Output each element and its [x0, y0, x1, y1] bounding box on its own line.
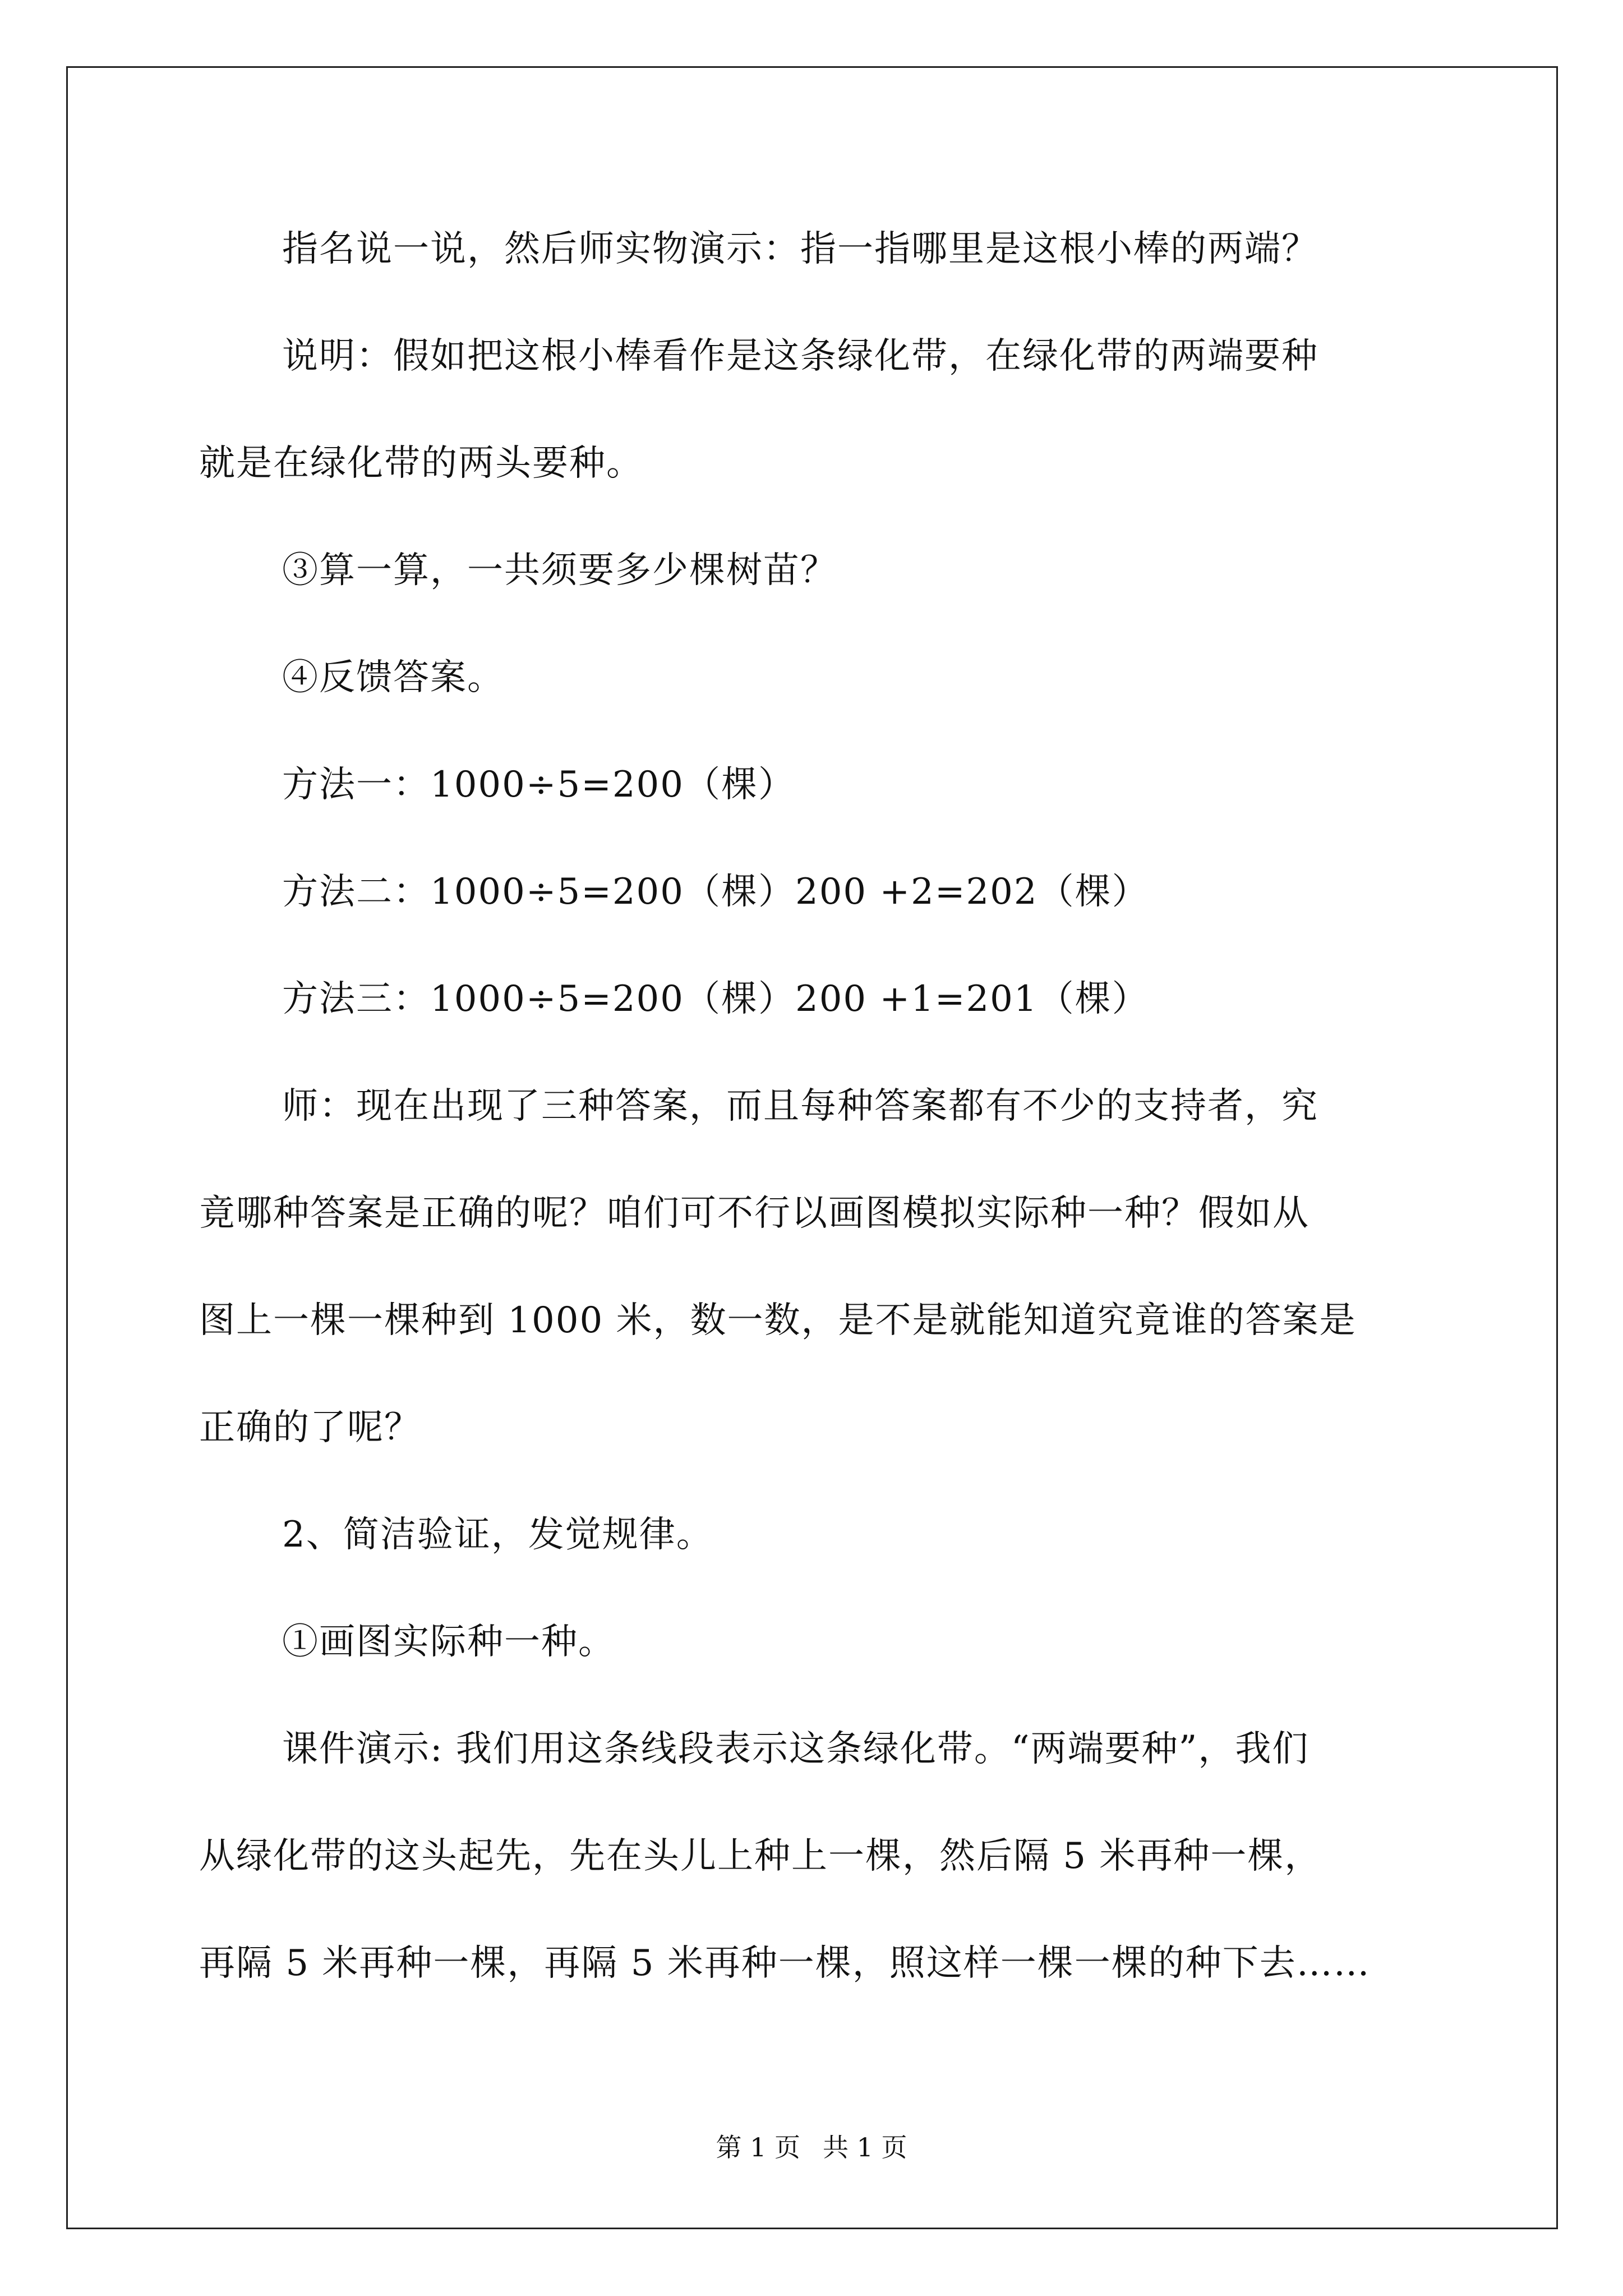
paragraph-line: 从绿化带的这头起先，先在头儿上种上一棵，然后隔 5 米再种一棵， [199, 1835, 1322, 1877]
page-number: 第 1 页 [716, 2132, 800, 2162]
paragraph-line: 再隔 5 米再种一棵，再隔 5 米再种一棵，照这样一棵一棵的种下去…… [199, 1943, 1371, 1984]
paragraph-line: 说明：假如把这根小棒看作是这条绿化带，在绿化带的两端要种 [282, 335, 1318, 377]
paragraph-line: 图上一棵一棵种到 1000 米，数一数，是不是就能知道究竟谁的答案是 [199, 1300, 1357, 1341]
paragraph-line: 方法三：1000÷5=200（棵）200 +1=201（棵） [282, 978, 1149, 1020]
paragraph-line: 竟哪种答案是正确的呢？咱们可不行以画图模拟实际种一种？假如从 [199, 1193, 1310, 1234]
paragraph-line: 师：现在出现了三种答案，而且每种答案都有不少的支持者，究 [282, 1085, 1318, 1127]
paragraph-line: ④反馈答案。 [282, 657, 504, 698]
page-total: 共 1 页 [823, 2132, 907, 2162]
paragraph-line: 指名说一说，然后师实物演示：指一指哪里是这根小棒的两端？ [282, 228, 1318, 270]
page-footer [0, 2131, 1623, 2164]
paragraph-line: ③算一算，一共须要多少棵树苗？ [282, 550, 837, 591]
paragraph-line: 就是在绿化带的两头要种。 [199, 443, 643, 484]
paragraph-line: 2、简洁验证，发觉规律。 [282, 1514, 713, 1556]
paragraph-line: 课件演示: 我们用这条线段表示这条绿化带。“两端要种”，我们 [282, 1728, 1310, 1770]
paragraph-line: 方法一：1000÷5=200（棵） [282, 764, 795, 806]
page-border [66, 66, 1558, 2229]
paragraph-line: 方法二：1000÷5=200（棵）200 +2=202（棵） [282, 871, 1149, 913]
paragraph-line: 正确的了呢？ [199, 1407, 421, 1448]
paragraph-line: ①画图实际种一种。 [282, 1621, 615, 1663]
